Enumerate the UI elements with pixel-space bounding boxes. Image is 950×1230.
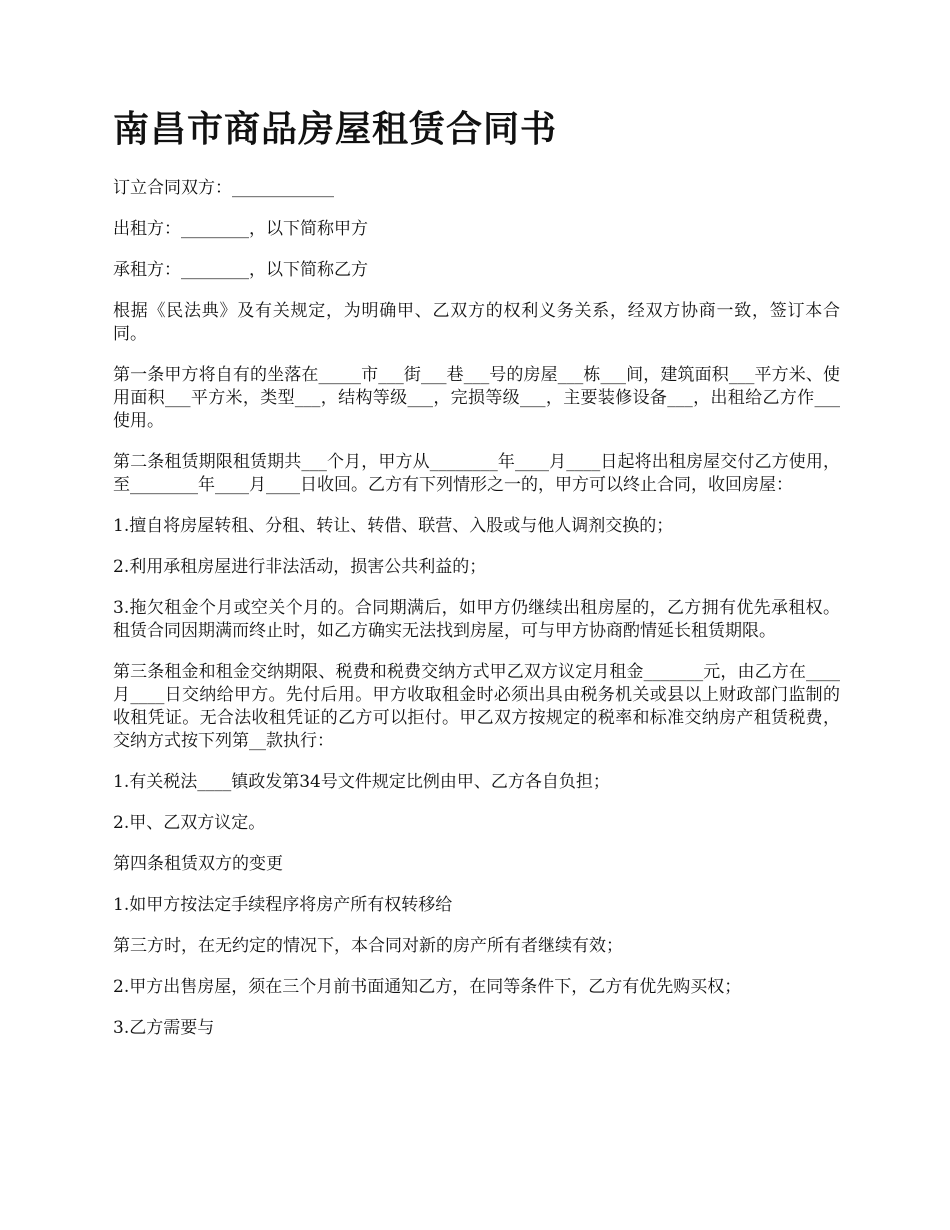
article-2-item-3: 3.拖欠租金个月或空关个月的。合同期满后，如甲方仍继续出租房屋的，乙方拥有优先承租权。租赁合同因期满而终止时，如乙方确实无法找到房屋，可与甲方协商酌情延长租赁期限。 [113, 598, 840, 642]
article-1-paragraph: 第一条甲方将自有的坐落在_____市___街___巷___号的房屋___栋___间，建筑面积___平方米、使用面积___平方米，类型___，结构等级___，完损等级___，主要装修设备___，出租给乙方作___使用。 [113, 365, 840, 432]
article-4-item-1-continued: 第三方时，在无约定的情况下，本合同对新的房产所有者继续有效； [113, 936, 623, 957]
document-page [113, 108, 840, 1058]
article-4-item-2: 2.甲方出售房屋，须在三个月前书面通知乙方，在同等条件下，乙方有优先购买权； [113, 977, 742, 998]
article-2-item-2: 2.利用承租房屋进行非法活动，损害公共利益的； [113, 557, 487, 578]
lessee-line: 承租方：________，以下简称乙方 [113, 260, 368, 281]
article-4-heading: 第四条租赁双方的变更 [113, 854, 283, 875]
article-2-paragraph: 第二条租赁期限租赁期共___个月，甲方从________年____月____日起将出租房屋交付乙方使用，至________年____月____日收回。乙方有下列情形之一的，甲方可以终止合同，收回房屋： [113, 452, 840, 496]
lessor-line: 出租方：________，以下简称甲方 [113, 219, 368, 240]
preamble-paragraph: 根据《民法典》及有关规定，为明确甲、乙双方的权利义务关系，经双方协商一致，签订本合同。 [113, 301, 840, 345]
article-4-item-3: 3.乙方需要与 [113, 1018, 215, 1039]
article-2-item-1: 1.擅自将房屋转租、分租、转让、转借、联营、入股或与他人调剂交换的； [113, 516, 674, 537]
article-3-item-1: 1.有关税法____镇政发第34号文件规定比例由甲、乙方各自负担； [113, 772, 610, 793]
article-4-item-1: 1.如甲方按法定手续程序将房产所有权转移给 [113, 895, 453, 916]
document-title: 南昌市商品房屋租赁合同书 [113, 108, 558, 150]
article-3-paragraph: 第三条租金和租金交纳期限、税费和税费交纳方式甲乙双方议定月租金_______元，由乙方在____月____日交纳给甲方。先付后用。甲方收取租金时必须出具由税务机关或县以上财政部门监制的收租凭证。无合法收租凭证的乙方可以拒付。甲乙双方按规定的税率和标准交纳房产租赁税费，交纳方式按下列第__款执行： [113, 662, 840, 752]
article-3-item-2: 2.甲、乙双方议定。 [113, 813, 266, 834]
contract-parties-line: 订立合同双方：____________ [113, 178, 334, 199]
